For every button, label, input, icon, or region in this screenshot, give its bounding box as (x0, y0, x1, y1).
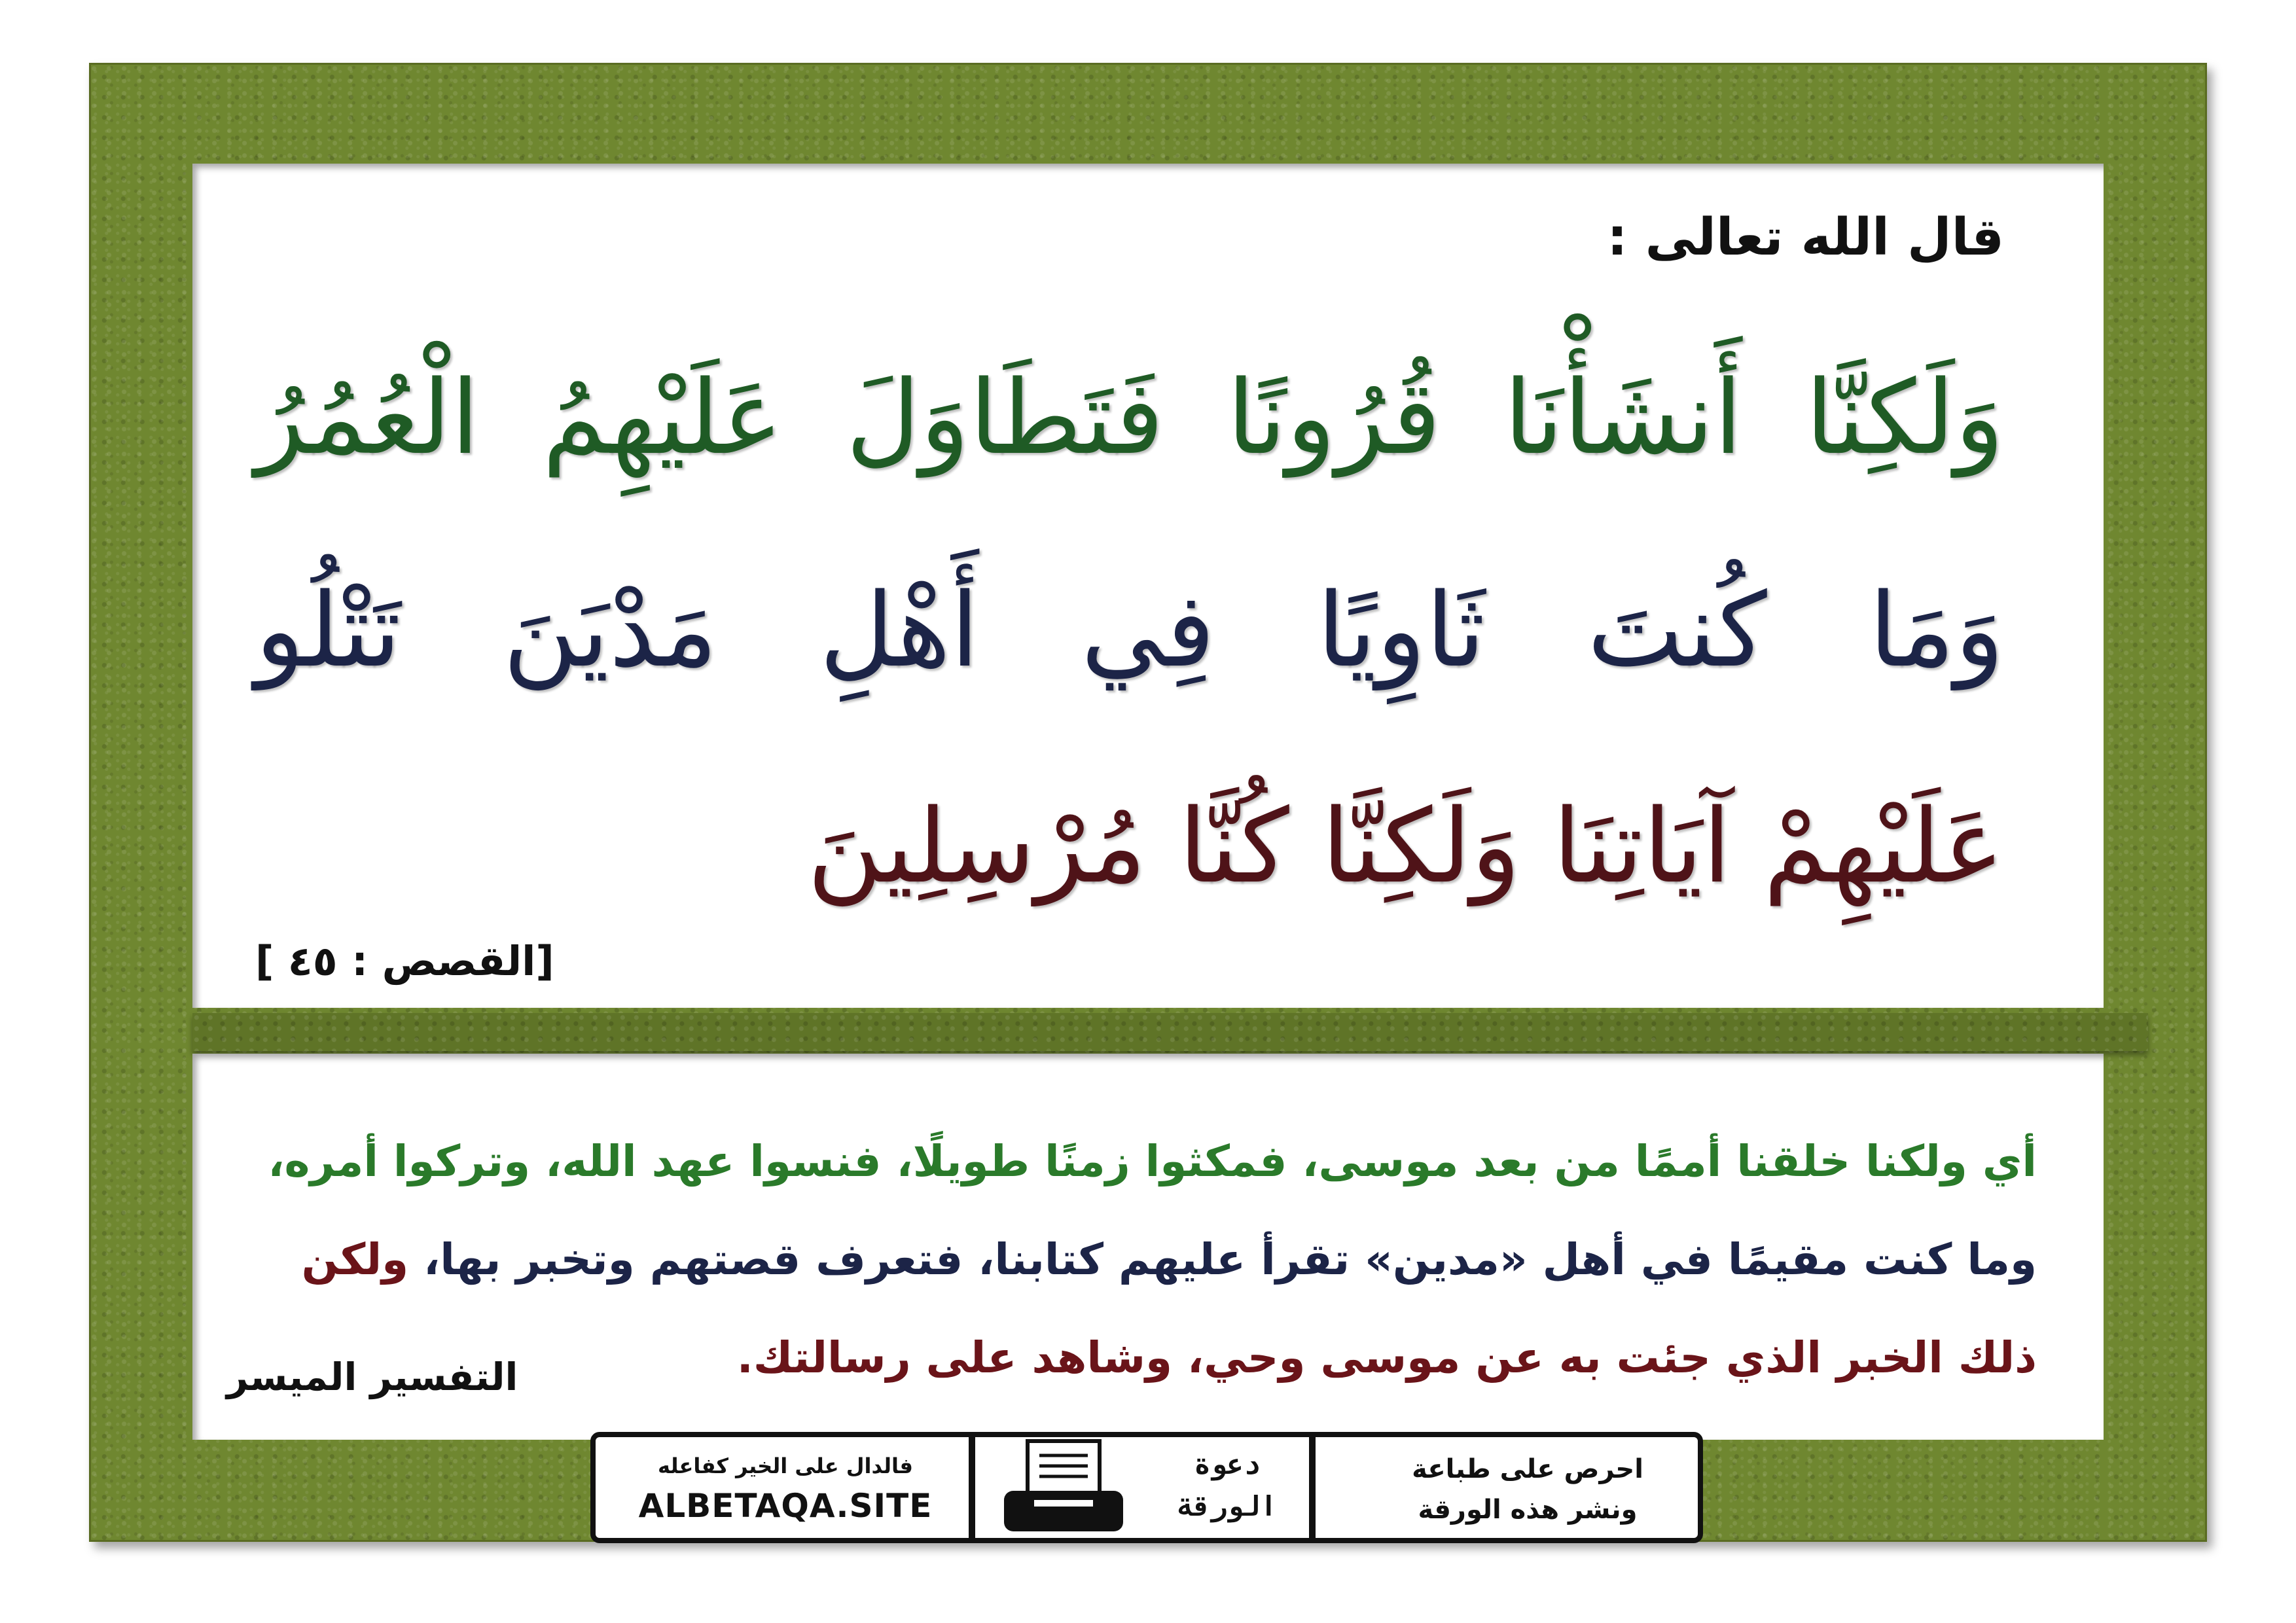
footer-divider-left (969, 1437, 975, 1538)
tafsir-line-2 (257, 1211, 2037, 1309)
footer-site-block (615, 1449, 956, 1529)
printer-icon (995, 1437, 1132, 1538)
verse-line-1: وَلَكِنَّا أَنشَأْنَا قُرُونًا فَتَطَاوَلَ عَلَيْهِمُ الْعُمُرُ (255, 358, 2004, 477)
dawa-logo (1165, 1444, 1289, 1535)
footer-print-line-2: ونشر هذه الورقة (1418, 1495, 1638, 1525)
tafsir-line-1: أي ولكنا خلقنا أممًا من بعد موسى، فمكثوا زمنًا طويلًا، فنسوا عهد الله، وتركوا أمره، (268, 1136, 2037, 1186)
footer-divider-right (1309, 1437, 1316, 1538)
verse-line-3: عَلَيْهِمْ آيَاتِنَا وَلَكِنَّا كُنَّا مُرْسِلِينَ (807, 787, 2004, 906)
tafsir-text (257, 1113, 2037, 1407)
footer-proverb: فالدال على الخير كفاعله (658, 1454, 913, 1478)
tafsir-source: التفسير الميسر (226, 1355, 518, 1399)
footer-print-note (1377, 1449, 1678, 1530)
tafsir-line-3: ذلك الخبر الذي جئت به عن موسى وحي، وشاهد على رسالتك. (736, 1332, 2037, 1383)
surah-reference: [القصص : ٤٥ ] (255, 937, 554, 985)
divider-bar (192, 1013, 2148, 1051)
footer-banner (590, 1432, 1703, 1543)
logo-line-1: دعوة (1194, 1448, 1261, 1480)
tafsir-line-2-main: وما كنت مقيمًا في أهل «مدين» تقرأ عليهم كتابنا، فتعرف قصتهم وتخبر بها، (423, 1234, 2037, 1285)
logo-line-2: الورقة (1177, 1490, 1277, 1522)
verse-line-2: وَمَا كُنتَ ثَاوِيًا فِي أَهْلِ مَدْيَنَ تَتْلُو (255, 571, 2004, 690)
footer-site-url[interactable]: ALBETAQA.SITE (638, 1487, 933, 1525)
footer-print-line-1: احرص على طباعة (1412, 1454, 1643, 1484)
tafsir-line-2-end: ولكن (301, 1234, 424, 1285)
intro-heading: قال الله تعالى : (1607, 208, 2004, 267)
